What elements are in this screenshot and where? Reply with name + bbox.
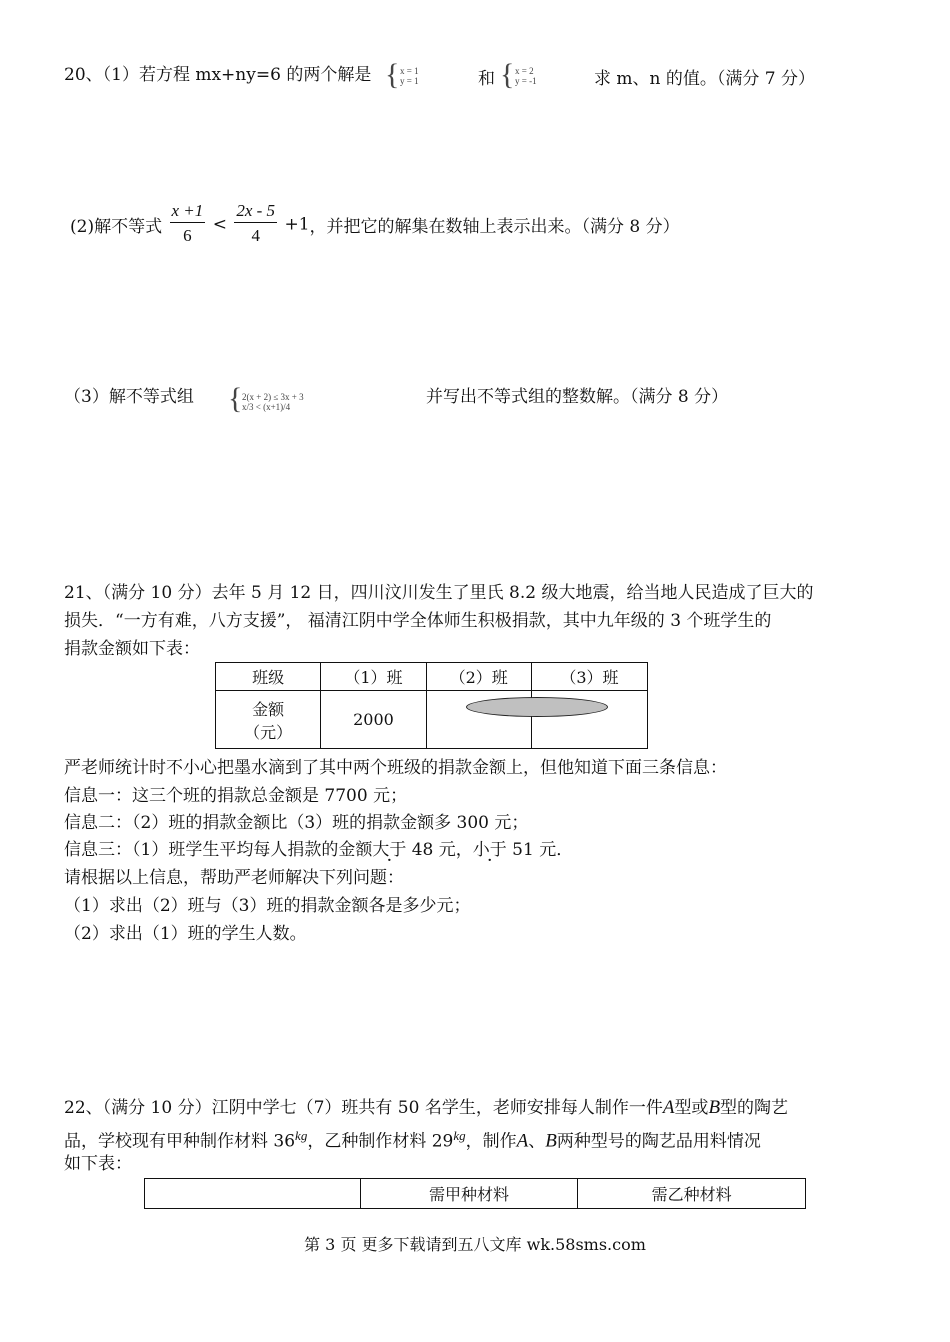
q22-l1-b: 型或 — [674, 1098, 709, 1118]
q21-info3-a: 信息三：（1）班学生平均每人捐款的金额 — [64, 840, 373, 860]
q20-sys1-line1: x = 1 — [400, 66, 419, 76]
q22-line3: 如下表： — [64, 1154, 132, 1174]
table-header-cell: （3）班 — [531, 663, 647, 691]
q21-line2: 损失．“一方有难，八方支援”， 福清江阴中学全体师生积极捐款，其中九年级的 3 个班学生的 — [64, 611, 772, 631]
brace-glyph: { — [228, 382, 243, 415]
q22-kg-unit-1: kg — [295, 1128, 308, 1143]
q20-p1-suffix: 求 m、n 的值。（满分 7 分） — [594, 69, 815, 89]
q20-sys2-line2: y = -1 — [515, 76, 537, 86]
q22-line2 — [64, 1125, 761, 1153]
class1-amount: 2000 — [321, 691, 426, 749]
q21-info3-greater: 大于 — [372, 840, 407, 860]
q20-part1 — [64, 64, 371, 86]
fraction-2 — [234, 200, 277, 249]
fraction-1-denominator: 6 — [183, 226, 192, 245]
q21-line4: 严老师统计时不小心把墨水滴到了其中两个班级的捐款金额上，但他知道下面三条信息： — [64, 758, 727, 778]
table-header-cell: （1）班 — [321, 663, 426, 691]
q20-and: 和 — [478, 69, 495, 89]
q20-sys3-line1: 2(x + 2) ≤ 3x + 3 — [242, 392, 304, 402]
q20-p2-prefix: (2)解不等式 — [70, 217, 163, 237]
q20-p2-suffix: ，并把它的解集在数轴上表示出来。（满分 8 分） — [309, 217, 680, 237]
q21-info3-e: 51 元． — [506, 840, 574, 860]
q22-l2-e: 两种型号的陶艺品用料情况 — [556, 1131, 761, 1152]
q21-sub2: （2）求出（1）班的学生人数。 — [64, 924, 307, 944]
page-footer: 第 3 页 更多下载请到五八文库 wk.58sms.com — [304, 1235, 646, 1254]
amount-label: 金额 — [252, 699, 285, 719]
q20-system-1 — [385, 60, 399, 90]
plus-one: +1 — [284, 214, 310, 235]
ink-blot — [466, 697, 608, 717]
q22-l2-c: ，制作 — [465, 1131, 517, 1152]
q21-info3 — [64, 839, 573, 861]
q21-info2: 信息二：（2）班的捐款金额比（3）班的捐款金额多 300 元； — [64, 813, 529, 833]
less-than-sign: < — [212, 214, 227, 235]
q22-l1-c: 型的陶艺 — [720, 1098, 789, 1118]
fraction-1-numerator: x +1 — [170, 200, 206, 223]
q22-l2-a: 品，学校现有甲种制作材料 36 — [64, 1131, 296, 1152]
q20-sys3-line2: x/3 < (x+1)/4 — [242, 402, 291, 412]
q22-type-b-2: B — [545, 1130, 557, 1152]
q21-line1: 21、（满分 10 分）去年 5 月 12 日，四川汶川发生了里氏 8.2 级大地震，给当地人民造成了巨大的 — [64, 583, 814, 603]
table-row — [145, 1179, 806, 1209]
table-header-cell: 需乙种材料 — [578, 1179, 806, 1209]
q20-sys2-line1: x = 2 — [515, 66, 534, 76]
q20-sys1-line2: y = 1 — [400, 76, 419, 86]
amount-unit: （元） — [244, 722, 293, 742]
q22-kg-unit-2: kg — [453, 1128, 466, 1143]
q21-info3-c: 48 元， — [406, 840, 473, 860]
table-header-cell: （2）班 — [426, 663, 531, 691]
brace-glyph: { — [385, 58, 400, 91]
q22-type-b: B — [708, 1097, 721, 1118]
fraction-2-numerator: 2x - 5 — [234, 200, 277, 223]
q20-p1-prefix: 20、（1）若方程 mx+ny=6 的两个解是 — [64, 65, 372, 85]
q20-system-2 — [500, 60, 514, 90]
q20-part2 — [70, 200, 680, 249]
q20-p3-suffix: 并写出不等式组的整数解。（满分 8 分） — [426, 387, 729, 407]
material-table — [144, 1178, 806, 1209]
q22-type-a: A — [662, 1097, 675, 1118]
q21-info1: 信息一：这三个班的捐款总金额是 7700 元； — [64, 786, 408, 806]
q20-system-2-lines — [515, 66, 537, 86]
brace-glyph: { — [500, 58, 515, 91]
q22-l2-d: 、 — [528, 1131, 546, 1152]
table-header-cell: 班级 — [216, 663, 321, 691]
fraction-1 — [170, 200, 206, 249]
table-header-cell — [145, 1179, 361, 1209]
q21-info3-less: 小于 — [472, 840, 507, 860]
q20-p3-prefix: （3）解不等式组 — [64, 387, 194, 407]
q21-line3: 捐款金额如下表： — [64, 639, 200, 659]
q22-l2-b: ，乙种制作材料 29 — [307, 1131, 454, 1152]
amount-label-cell — [216, 691, 321, 749]
q22-l1-a: 22、（满分 10 分）江阴中学七（7）班共有 50 名学生，老师安排每人制作一件 — [64, 1098, 663, 1118]
table-header-cell: 需甲种材料 — [360, 1179, 578, 1209]
q22-type-a-2: A — [516, 1130, 529, 1152]
q20-system-1-lines — [400, 66, 419, 86]
table-row — [216, 663, 648, 691]
q22-line1 — [64, 1097, 788, 1119]
q20-system-3 — [228, 384, 242, 414]
q21-sub1: （1）求出（2）班与（3）班的捐款金额各是多少元； — [64, 896, 471, 916]
q21-line5: 请根据以上信息，帮助严老师解决下列问题： — [64, 868, 404, 888]
q20-system-3-lines — [242, 392, 304, 412]
fraction-2-denominator: 4 — [251, 226, 260, 245]
